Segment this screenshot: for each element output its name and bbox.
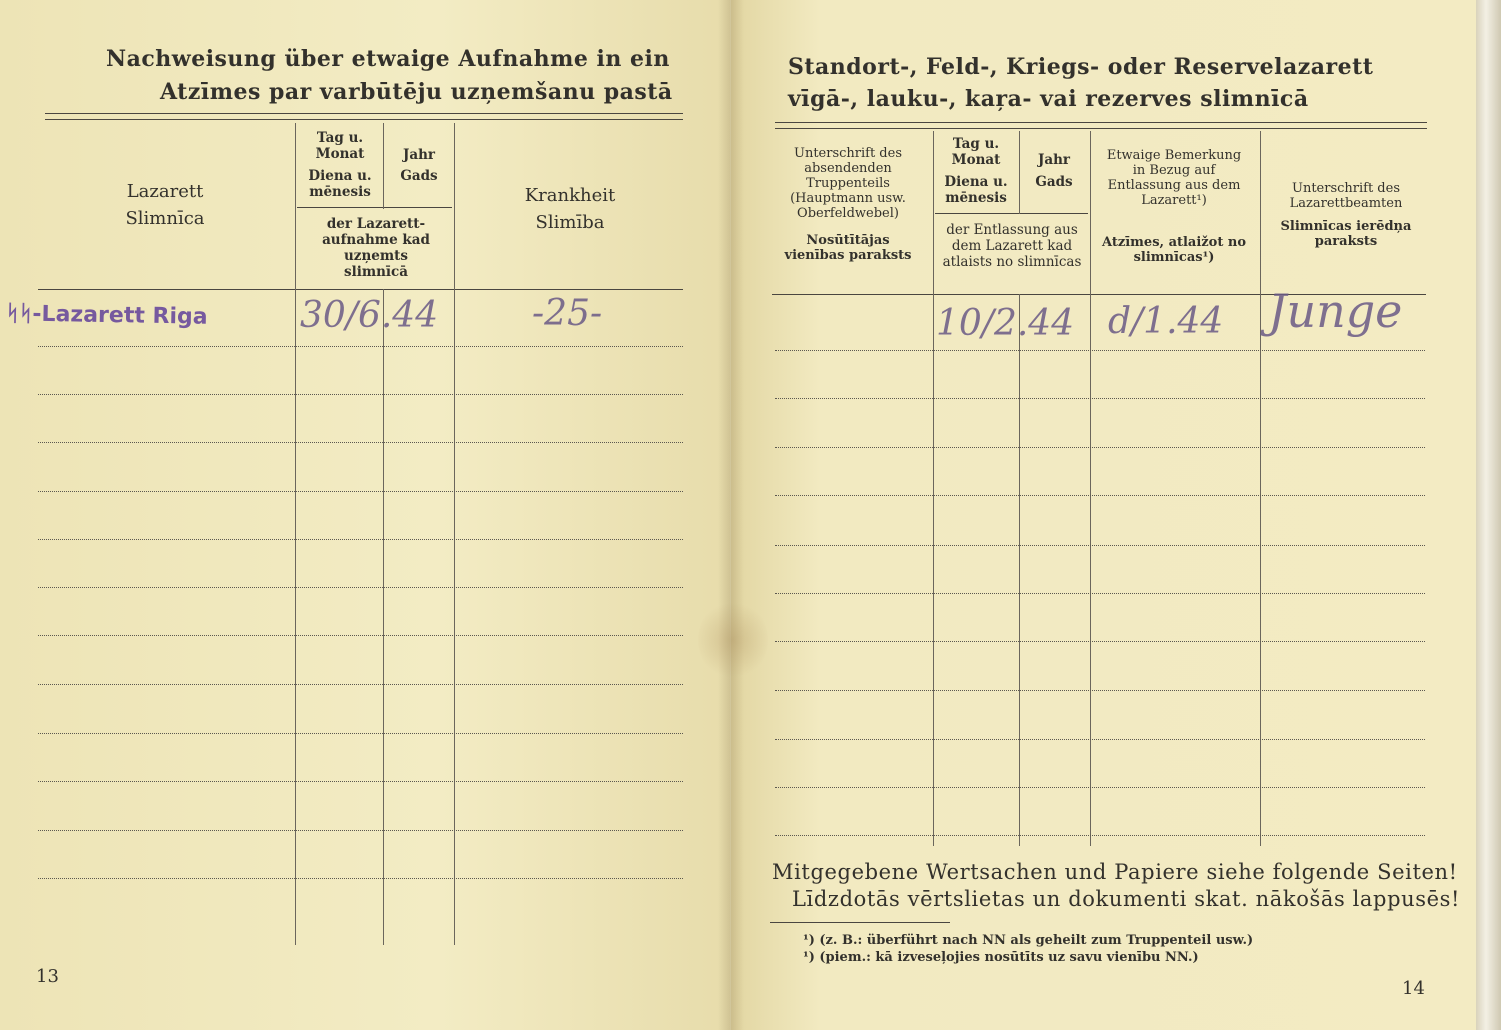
left-row-line xyxy=(38,684,683,685)
right-col-divider-2-top xyxy=(1019,131,1020,214)
right-row-line xyxy=(775,690,1425,691)
left-title-latvian: Atzīmes par varbūtēju uzņemšanu pastā xyxy=(160,79,673,105)
official-signature: Junge xyxy=(1268,284,1403,338)
page-number-right: 14 xyxy=(1402,978,1425,999)
left-col-divider-2 xyxy=(383,289,384,945)
valuables-note-lv: Līdzdotās vērtslietas un dokumenti skat. nākošās lappusēs! xyxy=(792,887,1461,911)
footnote-rule xyxy=(770,922,950,923)
left-header-rule-thin xyxy=(45,119,683,120)
right-row-line xyxy=(775,787,1425,788)
left-row-line xyxy=(38,394,683,395)
admission-col: der Lazarett-aufnahme kad uzņemts slimnīcā xyxy=(322,216,430,280)
book-gutter xyxy=(718,0,744,1030)
discharge-day-col-de: Tag u. Monat xyxy=(951,136,1001,168)
left-row-line xyxy=(38,830,683,831)
left-subheader-rule xyxy=(297,207,452,208)
left-row-line xyxy=(38,733,683,734)
hospital-col-lv: Slimnīca xyxy=(125,208,205,229)
left-row-line xyxy=(38,346,683,347)
page-edge xyxy=(1476,0,1501,1030)
year-col-de: Jahr xyxy=(402,147,436,163)
discharge-col: der Entlassung aus dem Lazarett kad atlaists no slimnīcas xyxy=(942,222,1082,270)
day-col-lv: Diena u. mēnesis xyxy=(308,168,372,200)
right-row-line xyxy=(775,739,1425,740)
hospital-col-de: Lazarett xyxy=(126,181,204,202)
right-row-line xyxy=(775,835,1425,836)
footnote-lv: ¹) (piem.: kā izveseļojies nosūtīts uz savu vienību NN.) xyxy=(803,950,1199,965)
sender-col-de: Unterschrift des absendenden Truppenteils (Hauptmann usw. Oberfeldwebel) xyxy=(790,146,906,221)
official-col-de: Unterschrift des Lazarettbeamten xyxy=(1289,181,1403,211)
discharge-year-col-de: Jahr xyxy=(1037,152,1071,168)
discharge-day-col-lv: Diena u. mēnesis xyxy=(944,174,1008,206)
admission-date-handwritten: 30/6.44 xyxy=(300,295,439,336)
right-row-line xyxy=(775,398,1425,399)
discharge-date-handwritten: 10/2.44 xyxy=(936,303,1075,344)
footnote-de: ¹) (z. B.: überführt nach NN als geheilt zum Truppenteil usw.) xyxy=(803,933,1254,948)
left-row-line xyxy=(38,781,683,782)
right-row-line xyxy=(775,641,1425,642)
hospital-stamp: ᛋᛋ-Lazarett Riga xyxy=(5,301,208,330)
page-number-left: 13 xyxy=(36,966,59,987)
paper-stain xyxy=(698,600,768,680)
right-row-line xyxy=(775,447,1425,448)
right-header-rule xyxy=(775,122,1427,123)
left-col-divider-1 xyxy=(295,123,296,945)
right-row-line xyxy=(775,545,1425,546)
illness-code-handwritten: -25- xyxy=(532,293,603,334)
left-table-header-rule xyxy=(38,289,683,290)
right-row-line xyxy=(775,350,1425,351)
left-col-divider-3 xyxy=(454,123,455,945)
right-row-line xyxy=(775,495,1425,496)
left-row-line xyxy=(38,491,683,492)
remark-handwritten: d/1.44 xyxy=(1108,301,1224,342)
left-row-line xyxy=(38,878,683,879)
remark-col-de: Etwaige Bemerkung in Bezug auf Entlassung aus dem Lazarett¹) xyxy=(1106,148,1242,208)
discharge-year-col-lv: Gads xyxy=(1035,174,1073,190)
sender-col-lv: Nosūtītājas vienības paraksts xyxy=(784,233,912,263)
right-col-divider-2 xyxy=(1019,294,1020,846)
left-row-line xyxy=(38,539,683,540)
year-col-lv: Gads xyxy=(400,168,438,184)
remark-col-lv: Atzīmes, atlaižot no slimnīcas¹) xyxy=(1101,235,1246,265)
left-col-divider-2-top xyxy=(383,123,384,209)
valuables-note-de: Mitgegebene Wertsachen und Papiere siehe folgende Seiten! xyxy=(772,860,1458,884)
left-row-line xyxy=(38,442,683,443)
official-col-lv: Slimnīcas ierēdņa paraksts xyxy=(1280,219,1412,249)
right-header-rule-thin xyxy=(775,128,1427,129)
right-row-line xyxy=(775,593,1425,594)
right-title-german: Standort-, Feld-, Kriegs- oder Reservelazarett xyxy=(788,54,1374,80)
left-header-rule xyxy=(45,113,683,114)
left-row-line xyxy=(38,587,683,588)
illness-col-lv: Slimība xyxy=(535,212,605,233)
day-col-de: Tag u. Monat xyxy=(315,130,365,162)
illness-col-de: Krankheit xyxy=(524,185,616,206)
right-subheader-rule xyxy=(935,213,1088,214)
left-title-german: Nachweisung über etwaige Aufnahme in ein xyxy=(106,46,670,72)
right-title-latvian: vīgā-, lauku-, kaŗa- vai rezerves slimnīcā xyxy=(788,86,1309,112)
left-row-line xyxy=(38,635,683,636)
